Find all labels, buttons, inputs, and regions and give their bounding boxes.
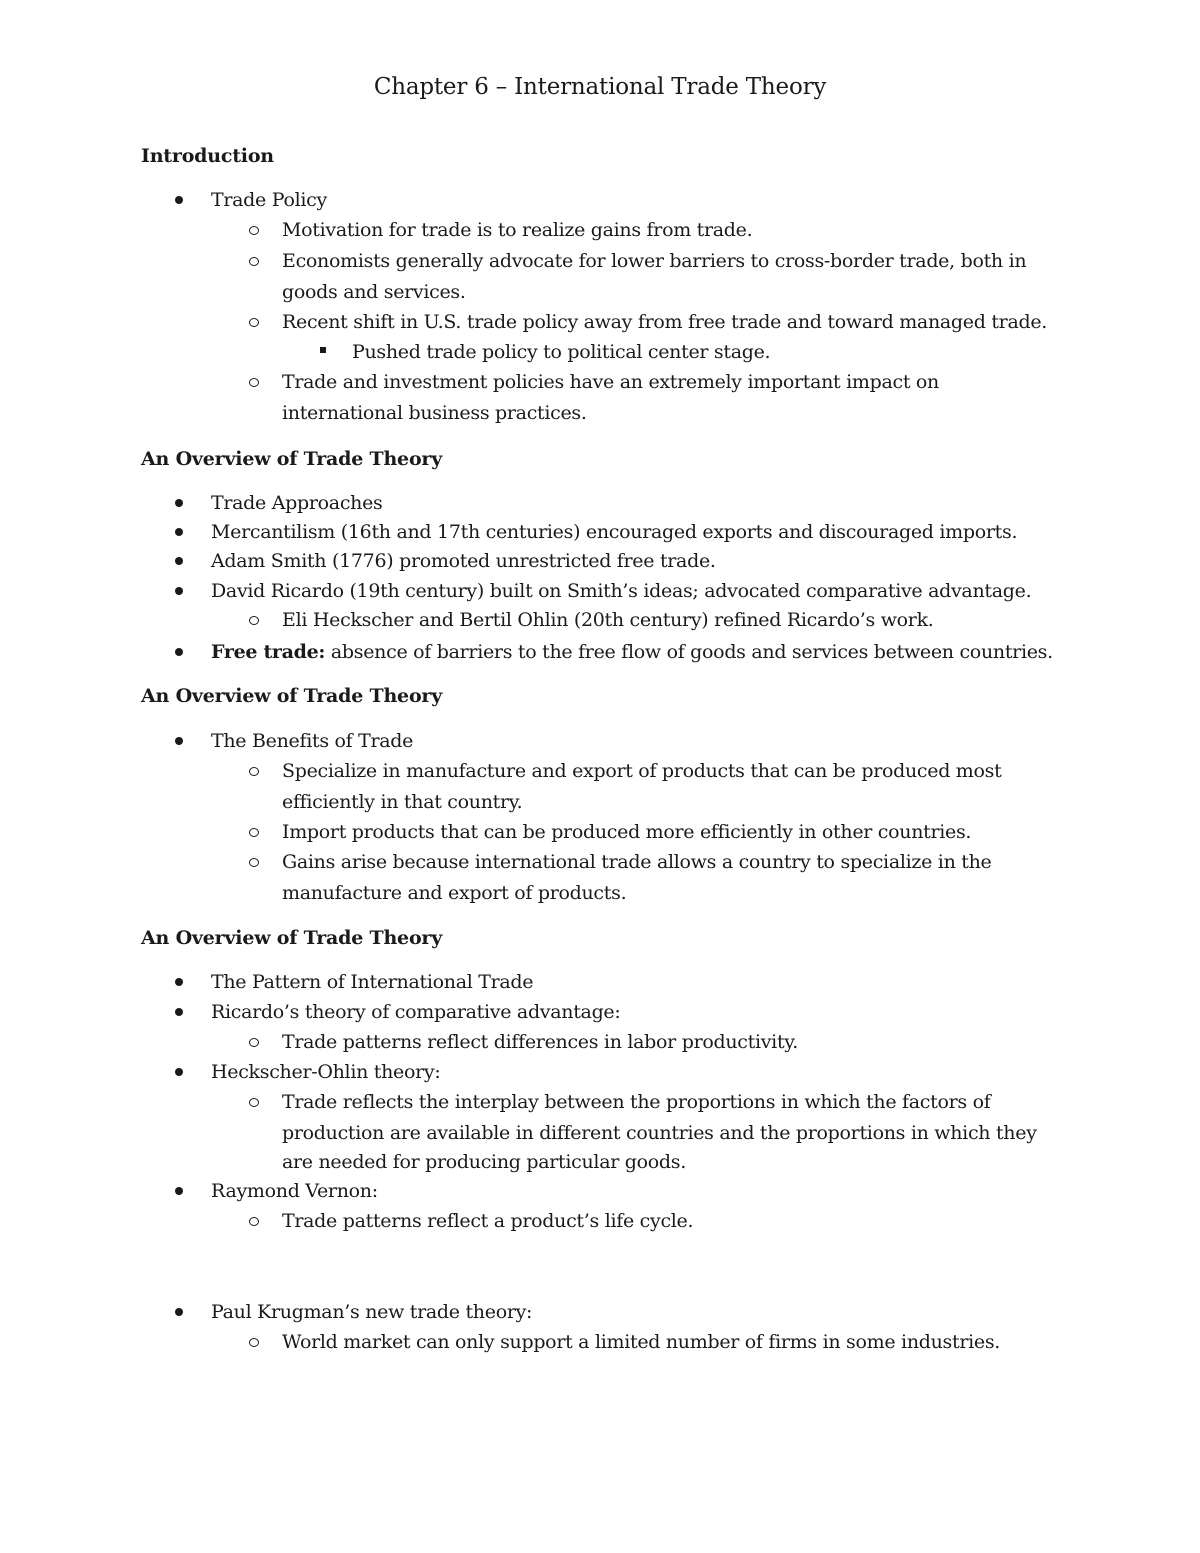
- list-item: Motivation for trade is to realize gains from trade.: [282, 219, 753, 241]
- circle-bullet-icon: [249, 1217, 259, 1226]
- list-item: Trade and investment policies have an extremely important impact on: [282, 371, 939, 393]
- list-item: Adam Smith (1776) promoted unrestricted free trade.: [211, 550, 716, 572]
- circle-bullet-icon: [249, 1038, 259, 1047]
- list-item: Import products that can be produced more efficiently in other countries.: [282, 821, 972, 843]
- list-item: Raymond Vernon:: [211, 1180, 378, 1202]
- list-item: The Pattern of International Trade: [211, 971, 534, 993]
- section-heading-introduction: Introduction: [141, 145, 274, 167]
- disc-bullet-icon: [175, 1308, 183, 1316]
- list-item-continuation: international business practices.: [282, 402, 587, 424]
- section-heading-overview: An Overview of Trade Theory: [141, 448, 443, 470]
- list-item: Trade patterns reflect differences in labor productivity.: [282, 1031, 798, 1053]
- section-heading-overview: An Overview of Trade Theory: [141, 927, 443, 949]
- disc-bullet-icon: [175, 978, 183, 986]
- list-item: Recent shift in U.S. trade policy away from free trade and toward managed trade.: [282, 311, 1048, 333]
- circle-bullet-icon: [249, 828, 259, 837]
- list-item: Trade patterns reflect a product’s life cycle.: [282, 1210, 694, 1232]
- list-item: Paul Krugman’s new trade theory:: [211, 1301, 533, 1323]
- disc-bullet-icon: [175, 737, 183, 745]
- section-heading-overview: An Overview of Trade Theory: [141, 685, 443, 707]
- list-item: Mercantilism (16th and 17th centuries) encouraged exports and discouraged imports.: [211, 521, 1018, 543]
- list-item: World market can only support a limited number of firms in some industries.: [282, 1331, 1001, 1353]
- list-item-continuation: production are available in different countries and the proportions in which they: [282, 1122, 1037, 1144]
- list-item-free-trade: [211, 637, 1053, 667]
- list-item: Eli Heckscher and Bertil Ohlin (20th century) refined Ricardo’s work.: [282, 609, 934, 631]
- list-item: Pushed trade policy to political center stage.: [352, 341, 771, 363]
- list-item: Trade Policy: [211, 189, 327, 211]
- definition-free-trade: absence of barriers to the free flow of goods and services between countries.: [325, 641, 1053, 663]
- list-item-continuation: efficiently in that country.: [282, 791, 523, 813]
- circle-bullet-icon: [249, 378, 259, 387]
- disc-bullet-icon: [175, 1068, 183, 1076]
- disc-bullet-icon: [175, 499, 183, 507]
- page-title: Chapter 6 – International Trade Theory: [373, 74, 827, 100]
- disc-bullet-icon: [175, 557, 183, 565]
- circle-bullet-icon: [249, 1098, 259, 1107]
- list-item: Trade Approaches: [211, 492, 383, 514]
- list-item-continuation: manufacture and export of products.: [282, 882, 627, 904]
- term-free-trade: Free trade:: [211, 641, 326, 663]
- list-item: Gains arise because international trade allows a country to specialize in the: [282, 851, 992, 873]
- circle-bullet-icon: [249, 1338, 259, 1347]
- list-item: Economists generally advocate for lower barriers to cross-border trade, both in: [282, 250, 1027, 272]
- circle-bullet-icon: [249, 858, 259, 867]
- circle-bullet-icon: [249, 767, 259, 776]
- list-item: Heckscher-Ohlin theory:: [211, 1061, 441, 1083]
- list-item: David Ricardo (19th century) built on Smith’s ideas; advocated comparative advantage.: [211, 580, 1032, 602]
- list-item: Ricardo’s theory of comparative advantage:: [211, 1001, 621, 1023]
- disc-bullet-icon: [175, 1187, 183, 1195]
- disc-bullet-icon: [175, 528, 183, 536]
- list-item: Specialize in manufacture and export of products that can be produced most: [282, 760, 1002, 782]
- circle-bullet-icon: [249, 318, 259, 327]
- circle-bullet-icon: [249, 616, 259, 625]
- list-item-continuation: are needed for producing particular goods.: [282, 1151, 686, 1173]
- list-item: Trade reflects the interplay between the proportions in which the factors of: [282, 1091, 991, 1113]
- list-item-continuation: goods and services.: [282, 281, 466, 303]
- disc-bullet-icon: [175, 196, 183, 204]
- disc-bullet-icon: [175, 1008, 183, 1016]
- disc-bullet-icon: [175, 587, 183, 595]
- list-item: The Benefits of Trade: [211, 730, 414, 752]
- circle-bullet-icon: [249, 257, 259, 266]
- disc-bullet-icon: [175, 648, 183, 656]
- square-bullet-icon: [320, 347, 326, 353]
- circle-bullet-icon: [249, 226, 259, 235]
